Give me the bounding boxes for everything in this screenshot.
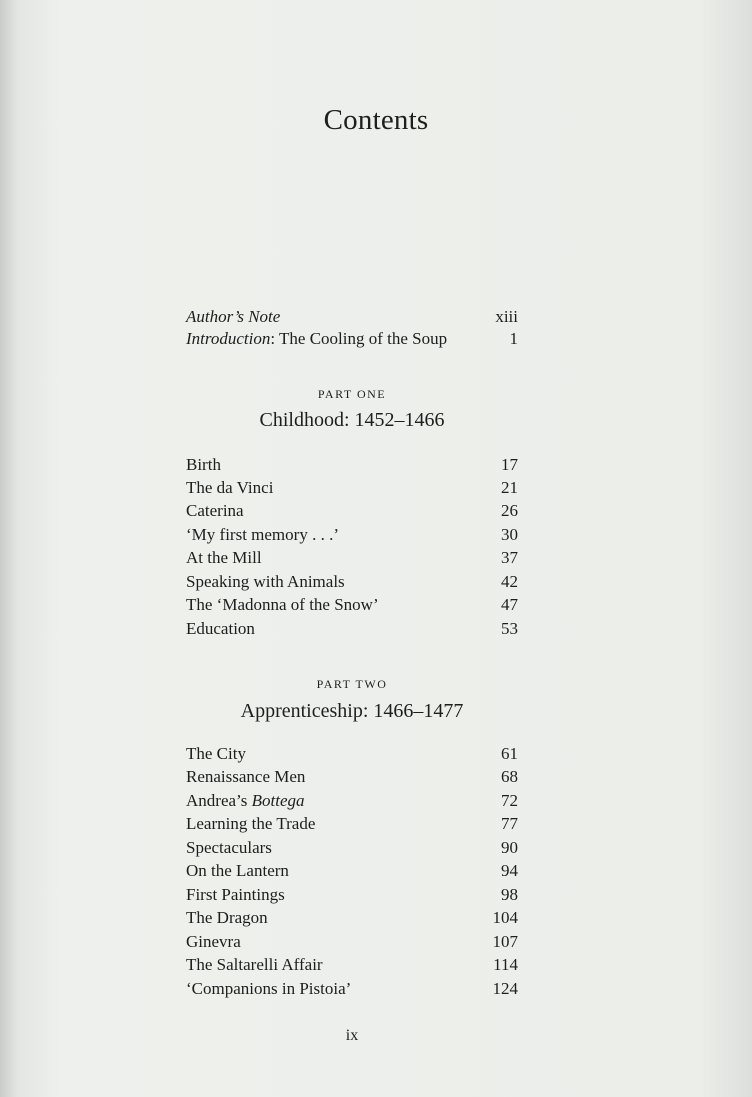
toc-entry-label: The Saltarelli Affair (186, 955, 323, 974)
toc-entry-label: The Dragon (186, 908, 268, 927)
toc-entry (186, 743, 518, 765)
toc-entry-label: First Paintings (186, 885, 285, 904)
toc-entry-page: 90 (501, 838, 518, 857)
toc-entry-page: 47 (501, 595, 518, 614)
toc-entry-page: 72 (501, 791, 518, 810)
page-folio: ix (345, 1027, 359, 1044)
toc-entry-label (186, 306, 280, 328)
toc-entry (186, 954, 518, 976)
toc-entry-label: Renaissance Men (186, 767, 306, 786)
toc-entry-page: 37 (501, 548, 518, 567)
toc-entry-label-rest: : The Cooling of the Soup (270, 329, 448, 348)
toc-entry (186, 931, 518, 953)
toc-entry-label: ‘Companions in Pistoia’ (186, 979, 352, 998)
toc-entry-label: Caterina (186, 501, 244, 520)
toc-entry-page: 68 (501, 767, 518, 786)
toc-entry-label-italic: Author’s Note (186, 307, 281, 326)
toc-entry-label: The City (186, 744, 246, 763)
toc-entry (186, 306, 518, 328)
toc-entry-page: 1 (509, 329, 518, 348)
toc-entry (186, 907, 518, 929)
toc-entry-label-plain: Andrea’s (186, 791, 252, 810)
toc-entry-label: ‘My first memory . . .’ (186, 525, 339, 544)
toc-entry-page: 26 (501, 501, 518, 520)
toc-entry-label: Education (186, 619, 255, 638)
toc-entry (186, 884, 518, 906)
toc-entry-label: On the Lantern (186, 861, 289, 880)
toc-entry-page: 42 (501, 572, 518, 591)
toc-entry-label (186, 328, 447, 350)
toc-entry (186, 547, 518, 569)
toc-entry-label: Spectaculars (186, 838, 272, 857)
toc-entry-label-italic: Bottega (251, 791, 305, 810)
toc-entry-label (186, 790, 305, 812)
toc-entry (186, 790, 518, 812)
toc-entry-page: 61 (501, 744, 518, 763)
part-title: Apprenticeship: 1466–1477 (240, 700, 464, 722)
toc-entry-label: The da Vinci (186, 478, 274, 497)
toc-entry-page: 114 (493, 955, 518, 974)
toc-entry (186, 978, 518, 1000)
toc-entry-label: Speaking with Animals (186, 572, 345, 591)
toc-entry (186, 571, 518, 593)
toc-entry (186, 328, 518, 350)
toc-entry-page: 98 (501, 885, 518, 904)
toc-entry-label: The ‘Madonna of the Snow’ (186, 595, 379, 614)
toc-entry (186, 500, 518, 522)
toc-entry-page: 77 (501, 814, 518, 833)
toc-entry-page: 21 (501, 478, 518, 497)
part-label: PART TWO (316, 677, 388, 691)
toc-entry-label: Birth (186, 455, 221, 474)
toc-entry-label: Ginevra (186, 932, 241, 951)
toc-entry (186, 837, 518, 859)
toc-entry-label-italic: Introduction (186, 329, 271, 348)
toc-entry (186, 594, 518, 616)
part-label: PART ONE (317, 387, 387, 401)
toc-entry (186, 813, 518, 835)
toc-entry-label: Learning the Trade (186, 814, 316, 833)
toc-entry-page: 104 (492, 908, 518, 927)
toc-entry (186, 860, 518, 882)
toc-entry (186, 766, 518, 788)
toc-entry-page: xiii (495, 307, 518, 326)
toc-entry-page: 124 (492, 979, 518, 998)
toc-entry-page: 30 (501, 525, 518, 544)
toc-entry-page: 53 (501, 619, 518, 638)
part-title: Childhood: 1452–1466 (259, 409, 445, 431)
toc-entry-page: 17 (501, 455, 518, 474)
toc-entry-label: At the Mill (186, 548, 262, 567)
page-title: Contents (323, 104, 429, 136)
toc-entry (186, 454, 518, 476)
toc-entry-page: 94 (501, 861, 518, 880)
toc-entry (186, 524, 518, 546)
toc-entry (186, 477, 518, 499)
toc-entry-page: 107 (492, 932, 518, 951)
toc-entry (186, 618, 518, 640)
